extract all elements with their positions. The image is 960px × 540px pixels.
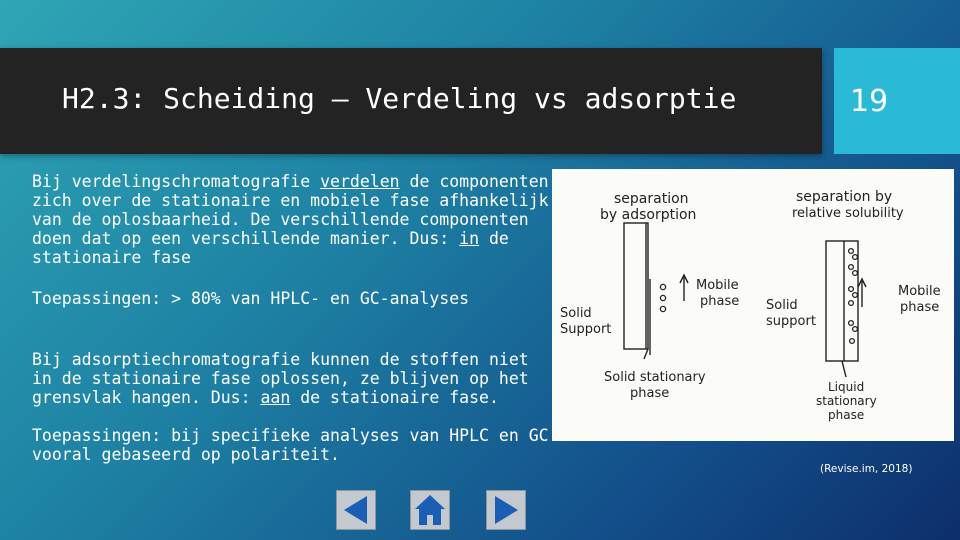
text: de stationaire fase.: [290, 388, 499, 407]
text: de componenten zich over de stationaire en mobiele fase afhankelijk van de oplosbaarheid. De verschillende componenten doen dat op een verschillende manier. Dus:: [32, 172, 549, 248]
liquid-stationary-2: stationary: [816, 394, 877, 408]
text: de stationaire fase: [32, 229, 509, 267]
solid-support-right-2: support: [766, 314, 816, 329]
paragraph-distribution: [32, 172, 552, 267]
liquid-stationary-1: Liquid: [828, 380, 865, 394]
mobile-phase-left-2: phase: [700, 294, 740, 309]
source-citation: (Revise.im, 2018): [820, 463, 913, 475]
liquid-stationary-3: phase: [828, 408, 865, 422]
mobile-phase-left-1: Mobile: [696, 278, 739, 293]
right-title-line-2: relative solubility: [792, 206, 904, 221]
solid-support-left-1: Solid: [560, 306, 592, 321]
mobile-phase-right-2: phase: [900, 300, 940, 315]
forward-button[interactable]: [486, 490, 526, 530]
slide-title: H2.3: Scheiding – Verdeling vs adsorptie: [62, 82, 737, 115]
left-title-line-1: separation: [614, 191, 689, 207]
paragraph-adsorption-applications: Toepassingen: bij specifieke analyses van HPLC en GC vooral gebaseerd op polariteit.: [32, 426, 549, 464]
solid-stationary-2: phase: [630, 386, 670, 401]
triangle-left-icon: [337, 491, 375, 529]
solid-support-right-1: Solid: [766, 298, 798, 313]
solid-stationary-1: Solid stationary: [604, 370, 706, 385]
back-button[interactable]: [336, 490, 376, 530]
home-button[interactable]: [410, 490, 450, 530]
left-title-line-2: by adsorption: [600, 207, 697, 223]
underlined-text: verdelen: [320, 172, 400, 191]
solid-support-left-2: Support: [560, 322, 612, 337]
home-icon: [411, 491, 449, 529]
chromatography-diagram: [552, 169, 954, 441]
underlined-text: in: [459, 229, 480, 248]
paragraph-distribution-applications: Toepassingen: > 80% van HPLC- en GC-analyses: [32, 289, 470, 308]
underlined-text: aan: [260, 388, 291, 407]
text: Bij adsorptiechromatografie kunnen de stoffen niet in de stationaire fase oplossen, ze blijven op het grensvlak hangen. Dus:: [32, 350, 529, 407]
mobile-phase-right-1: Mobile: [898, 284, 941, 299]
text: Bij verdelingschromatografie: [32, 172, 321, 191]
paragraph-adsorption: [32, 350, 552, 407]
right-title-line-1: separation by: [796, 189, 893, 205]
triangle-right-icon: [487, 491, 525, 529]
page-number: 19: [850, 84, 889, 119]
